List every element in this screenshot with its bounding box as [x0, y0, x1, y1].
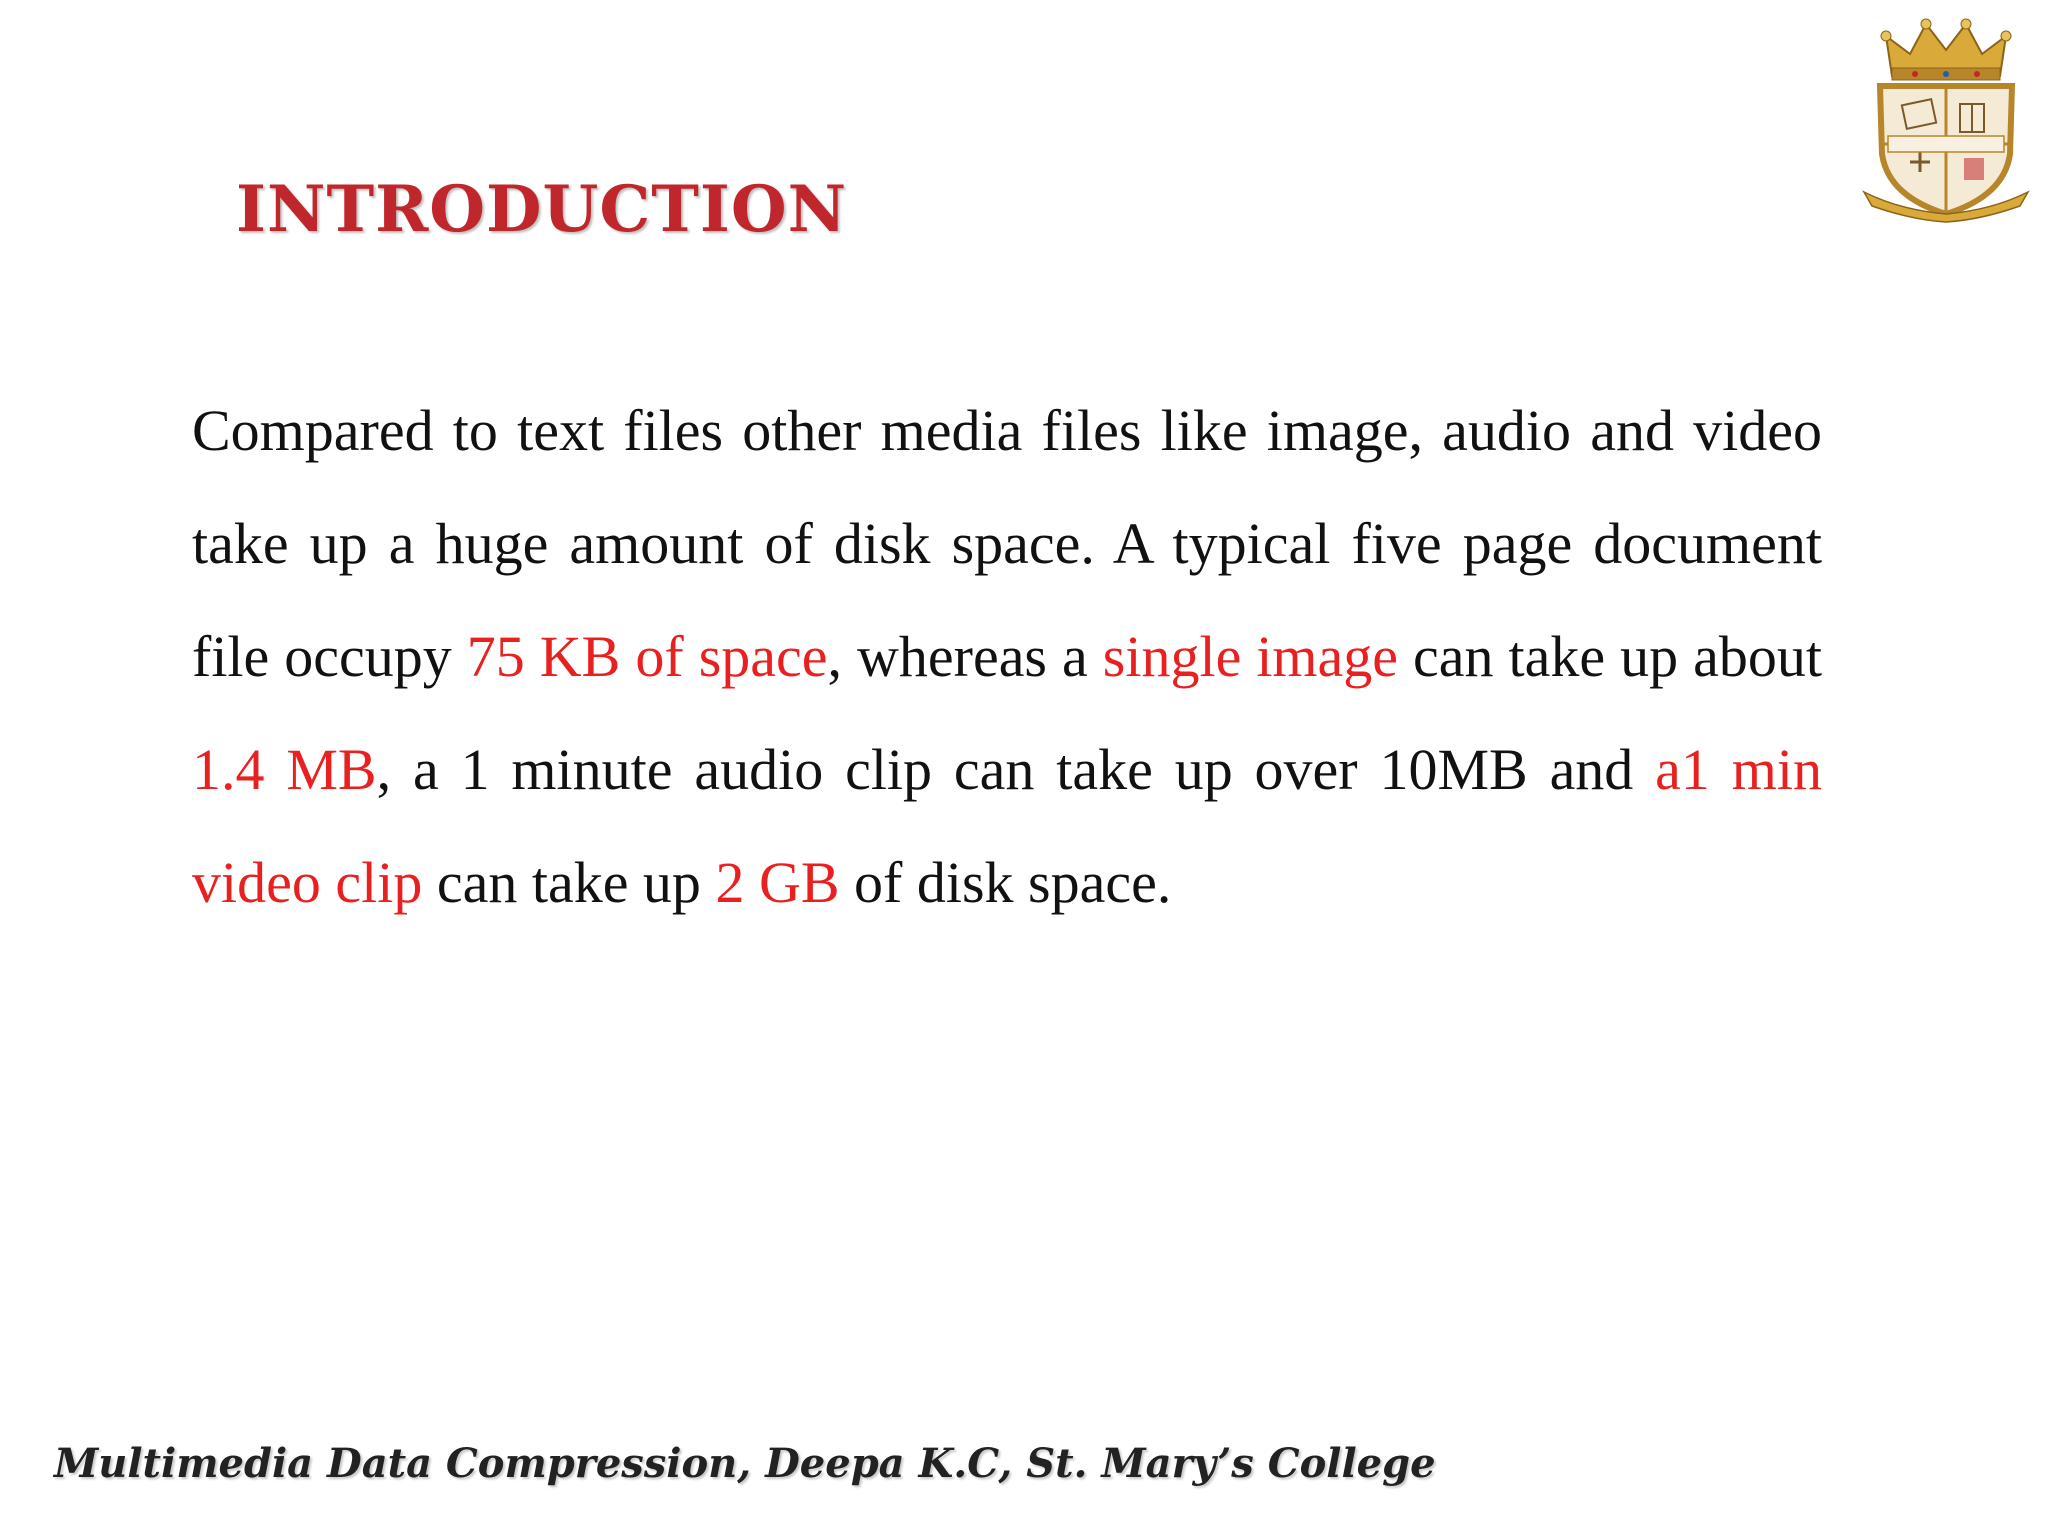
crown-icon	[1881, 19, 2011, 80]
highlight-video-clip: a1 min video clip	[192, 737, 1822, 915]
slide-footer: Multimedia Data Compression, Deepa K.C, St. Mary’s College	[54, 1440, 1436, 1487]
highlight-75kb: 75 KB of space	[466, 624, 828, 689]
body-text-segment: can take up	[422, 850, 716, 915]
body-text-segment: , whereas a	[827, 624, 1103, 689]
body-paragraph	[192, 374, 1822, 939]
highlight-single-image: single image	[1102, 624, 1399, 689]
body-text-segment: , a 1 minute audio clip can take up over 10MB and	[376, 737, 1656, 802]
body-text-segment: of disk space.	[839, 850, 1172, 915]
body-text-segment: can take up about	[1398, 624, 1822, 689]
body-text-segment: Compared to text files other media files like image, audio and video take up a huge amount of disk space. A typical five page document file occupy	[192, 398, 1822, 689]
college-crest-logo	[1860, 14, 2032, 224]
highlight-1-4mb: 1.4 MB	[192, 737, 377, 802]
slide-title: INTRODUCTION	[236, 172, 848, 247]
highlight-2gb: 2 GB	[715, 850, 840, 915]
